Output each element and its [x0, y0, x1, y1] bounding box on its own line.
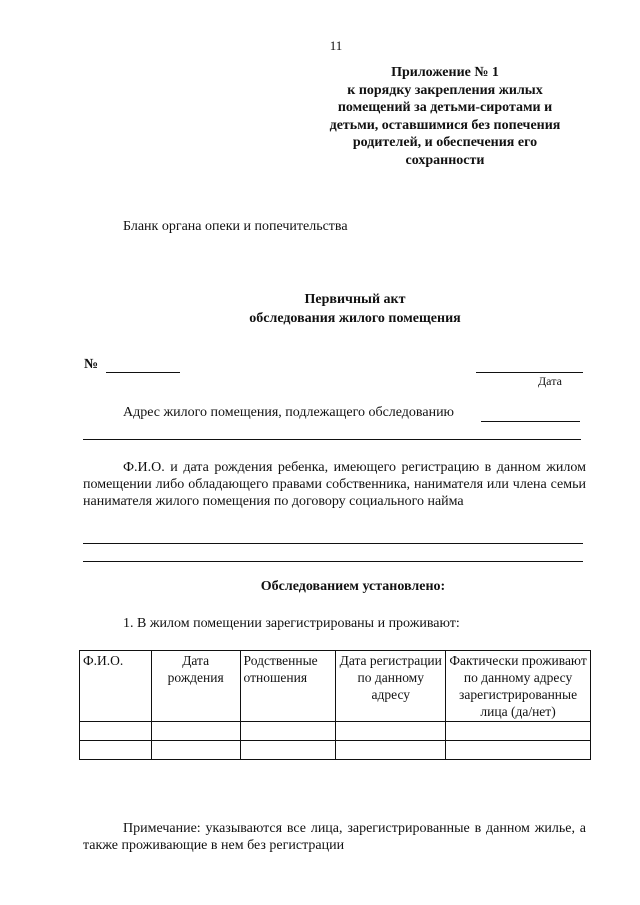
- column-header: Родственные отношения: [240, 651, 336, 722]
- number-field[interactable]: [106, 372, 180, 373]
- appendix-line: сохранности: [405, 152, 485, 168]
- address-label: Адрес жилого помещения, подлежащего обследованию: [123, 405, 455, 420]
- table-cell[interactable]: [240, 741, 336, 760]
- column-header: Дата рождения: [151, 651, 240, 722]
- appendix-header: [300, 64, 590, 169]
- table-cell[interactable]: [151, 722, 240, 741]
- appendix-line: помещений за детьми-сиротами и: [337, 100, 553, 115]
- table-cell[interactable]: [336, 722, 446, 741]
- table-cell[interactable]: [240, 722, 336, 741]
- page-number: 11: [329, 38, 343, 53]
- appendix-line: родителей, и обеспечения его: [352, 135, 538, 150]
- table-row: [80, 741, 591, 760]
- address-field[interactable]: [481, 421, 580, 422]
- act-title: [0, 290, 640, 328]
- child-info-field-line[interactable]: [83, 561, 583, 562]
- table-cell[interactable]: [446, 741, 591, 760]
- table-cell[interactable]: [80, 741, 152, 760]
- act-title-line2: обследования жилого помещения: [249, 311, 461, 326]
- table-cell[interactable]: [151, 741, 240, 760]
- address-field-line[interactable]: [83, 439, 581, 440]
- table-header-row: [80, 651, 591, 722]
- number-sign: №: [84, 357, 99, 372]
- date-field[interactable]: [476, 372, 583, 373]
- date-label: Дата: [538, 374, 562, 388]
- child-info-paragraph: Ф.И.О. и дата рождения ребенка, имеющего регистрацию в данном жилом помещении либо обладающего правами собственника, нанимателя или члена семьи нанимателя жилого помещения по договору социального найма: [83, 460, 586, 509]
- act-title-line1: Первичный акт: [304, 292, 406, 307]
- appendix-line: детьми, оставшимися без попечения: [329, 117, 561, 133]
- column-header: Фактически проживают по данному адресу зарегистрированные лица (да/нет): [446, 651, 591, 722]
- note-paragraph: Примечание: указываются все лица, зарегистрированные в данном жилье, а также проживающие в нем без регистрации: [83, 821, 586, 853]
- registered-persons-table: [79, 650, 591, 760]
- column-header: Дата регистрации по данному адресу: [336, 651, 446, 722]
- form-header: Бланк органа опеки и попечительства: [123, 219, 348, 234]
- item-1-text: 1. В жилом помещении зарегистрированы и проживают:: [123, 616, 460, 631]
- table-cell[interactable]: [446, 722, 591, 741]
- appendix-line: к порядку закрепления жилых: [347, 82, 543, 98]
- table-row: [80, 722, 591, 741]
- table-cell[interactable]: [336, 741, 446, 760]
- table-cell[interactable]: [80, 722, 152, 741]
- appendix-line: Приложение № 1: [391, 65, 499, 80]
- established-heading: Обследованием установлено:: [260, 579, 446, 594]
- child-info-field-line[interactable]: [83, 543, 583, 544]
- column-header: Ф.И.О.: [80, 651, 152, 722]
